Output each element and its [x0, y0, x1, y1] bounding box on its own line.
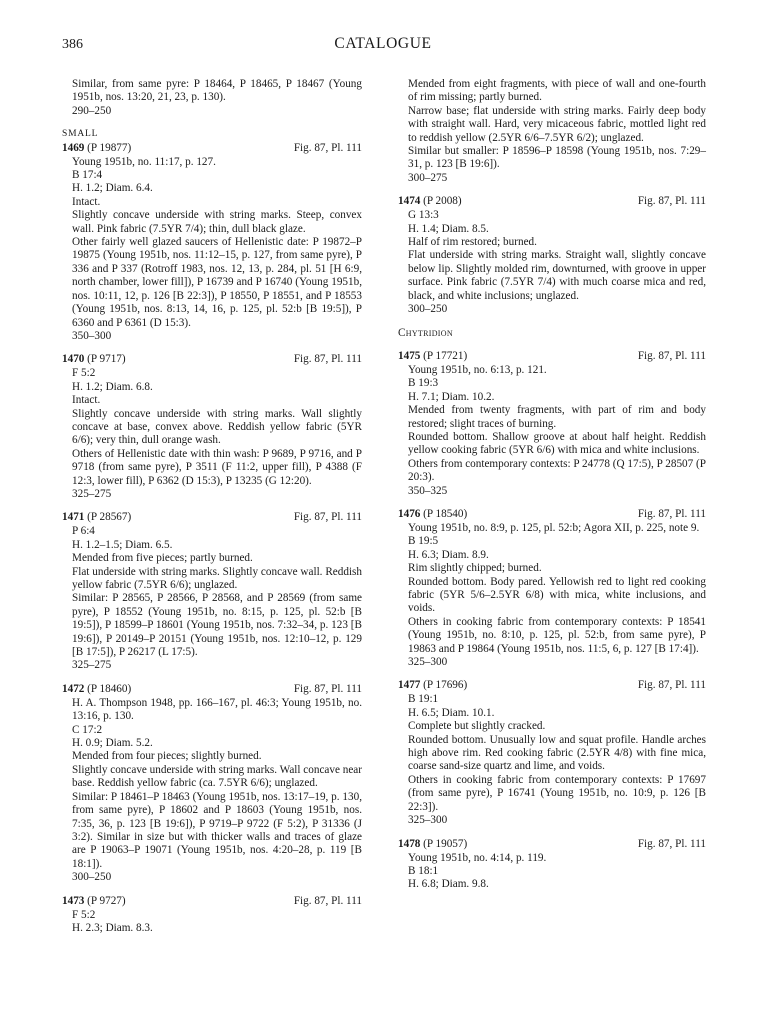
inventory-number: (P 18540) — [423, 507, 468, 520]
entry-line: Mended from five pieces; partly burned. — [72, 552, 253, 565]
entry-line: H. 1.2; Diam. 6.4. — [72, 182, 153, 195]
entry-line: H. 0.9; Diam. 5.2. — [72, 737, 153, 750]
figure-reference: Fig. 87, Pl. 111 — [637, 195, 706, 208]
entry-line: H. A. Thompson 1948, pp. 166–167, pl. 46:3; Young 1951b, no. 13:16, p. 130. — [72, 696, 362, 723]
page-header — [62, 35, 704, 60]
entry-line: C 17:2 — [72, 723, 103, 736]
entry-header — [398, 679, 706, 693]
entry-header — [62, 353, 362, 367]
entry-header — [398, 350, 706, 364]
entry-date: 325–300 — [408, 814, 448, 827]
entry-line: Complete but slightly cracked. — [408, 720, 546, 733]
entry-header — [62, 511, 362, 525]
right-column — [398, 78, 706, 892]
catalogue-entry-1477 — [398, 679, 706, 827]
catalogue-entry-1474 — [398, 195, 706, 316]
entry-number: 1469 — [62, 141, 85, 154]
catalogue-entry-1475 — [398, 350, 706, 498]
section-heading-small: SMALL — [62, 129, 99, 140]
figure-reference: Fig. 87, Pl. 111 — [637, 837, 706, 850]
catalogue-entry-1473 — [62, 895, 362, 936]
entry-line: H. 6.8; Diam. 9.8. — [408, 878, 489, 891]
inventory-number: (P 2008) — [423, 195, 462, 208]
entry-date: 300–250 — [72, 871, 112, 884]
left-column — [62, 78, 362, 935]
entry-line: Young 1951b, no. 11:17, p. 127. — [72, 155, 216, 168]
entry-comparanda: Others of Hellenistic date with thin wash: P 9689, P 9716, and P 9718 (from same pyre), P 3511 (F 11:2, upper fill), P 4388 (F 12:3, lower fill), P 6362 (D 15:3), P 13235 (G 12:20). — [72, 447, 362, 487]
entry-line: H. 6.5; Diam. 10.1. — [408, 706, 495, 719]
catalogue-entry-1470 — [62, 353, 362, 501]
figure-reference: Fig. 87, Pl. 111 — [293, 682, 362, 695]
figure-reference: Fig. 87, Pl. 111 — [637, 679, 706, 692]
entry-header — [62, 683, 362, 697]
inventory-number: (P 9727) — [87, 894, 126, 907]
page-number: 386 — [62, 37, 83, 52]
entry-comparanda: Similar but smaller: P 18596–P 18598 (Young 1951b, nos. 7:29–31, p. 123 [B 19:6]). — [408, 145, 706, 171]
entry-line: H. 1.4; Diam. 8.5. — [408, 222, 489, 235]
entry-line: H. 1.2–1.5; Diam. 6.5. — [72, 538, 173, 551]
entry-description: Rounded bottom. Unusually low and squat profile. Handle arches high above rim. Red cooking fabric (2.5YR 4/8) with fine mica, coarse sand-size quartz and lime, and voids. — [408, 733, 706, 773]
entry-line: H. 7.1; Diam. 10.2. — [408, 390, 495, 403]
entry-line: Intact. — [72, 195, 101, 208]
entry-number: 1477 — [398, 679, 421, 692]
entry-line: H. 6.3; Diam. 8.9. — [408, 548, 489, 561]
intro-similar: Similar, from same pyre: P 18464, P 18465, P 18467 (Young 1951b, nos. 13:20, 21, 23, p. 130). — [72, 78, 362, 104]
entry-date: 325–275 — [72, 487, 112, 500]
section-heading-chytridion: Chytridion — [398, 326, 453, 339]
entry-line: Young 1951b, no. 8:9, p. 125, pl. 52:b; Agora XII, p. 225, note 9. — [408, 521, 700, 534]
entry-comparanda: Others from contemporary contexts: P 24778 (Q 17:5), P 28507 (P 20:3). — [408, 457, 706, 484]
entry-number: 1471 — [62, 511, 85, 524]
entry-date: 300–275 — [408, 171, 448, 184]
inventory-number: (P 17721) — [423, 349, 468, 362]
entry-number: 1478 — [398, 837, 421, 850]
entry-header — [62, 142, 362, 156]
entry-header — [398, 508, 706, 522]
entry-line: B 19:3 — [408, 377, 439, 390]
entry-description: Rounded bottom. Body pared. Yellowish red to light red cooking fabric (5YR 5/6–2.5YR 6/8) with mica, white inclusions, and voids. — [408, 575, 706, 615]
entry-line: B 19:1 — [408, 693, 439, 706]
entry-number: 1473 — [62, 894, 85, 907]
entry-header — [398, 838, 706, 852]
inventory-number: (P 19057) — [423, 837, 468, 850]
catalogue-entry-1471 — [62, 511, 362, 672]
entry-line: B 17:4 — [72, 169, 103, 182]
entry-number: 1472 — [62, 682, 85, 695]
entry-line: Mended from twenty fragments, with part of rim and body restored; slight traces of burning. — [408, 404, 706, 430]
figure-reference: Fig. 87, Pl. 111 — [293, 141, 362, 154]
figure-reference: Fig. 87, Pl. 111 — [637, 349, 706, 362]
entry-comparanda: Similar: P 18461–P 18463 (Young 1951b, nos. 13:17–19, p. 130, from same pyre), P 18602 and P 18603 (Young 1951b, nos. 7:35, 36, p. 123 [B 19:6]), P 9719–P 9722 (F 5:2), P 31336 (J 3:2). Similar in size but with thicker walls and traces of glaze are P 19063–P 19071 (Young 1951b, nos. 4:20–28, p. 119 [B 18:1]). — [72, 790, 362, 870]
inventory-number: (P 17696) — [423, 679, 468, 692]
entry-line: B 19:5 — [408, 535, 439, 548]
figure-reference: Fig. 87, Pl. 111 — [293, 894, 362, 907]
inventory-number: (P 18460) — [87, 682, 132, 695]
inventory-number: (P 19877) — [87, 141, 132, 154]
entry-number: 1475 — [398, 349, 421, 362]
entry-date: 325–275 — [72, 659, 112, 672]
figure-reference: Fig. 87, Pl. 111 — [293, 353, 362, 366]
inventory-number: (P 28567) — [87, 511, 132, 524]
entry-line: Young 1951b, no. 6:13, p. 121. — [408, 363, 547, 376]
entry-line: Mended from four pieces; slightly burned. — [72, 750, 262, 763]
entry-comparanda: Other fairly well glazed saucers of Hellenistic date: P 19872–P 19875 (Young 1951b, nos. 11:12–15, p. 127, from same pyre), P 336 and P 337 (Rotroff 1983, nos. 12, 13, p. 284, pl. 51 [H 6:9, north chamber, lower fill]), P 16739 and P 16740 (Young 1951b, nos. 10:11, 12, p. 126 [B 22:3]), P 18550, P 18551, and P 18553 (Young 1951b, nos. 8:13, 14, 16, p. 125, pl. 52:b [B 19:5]), P 6360 and P 6361 (D 15:3). — [72, 236, 362, 329]
entry-description: Flat underside with string marks. Slightly concave wall. Reddish yellow fabric (7.5YR 6/6); unglazed. — [72, 565, 362, 591]
entry-date: 325–300 — [408, 656, 448, 669]
figure-reference: Fig. 87, Pl. 111 — [293, 511, 362, 524]
entry-line: P 6:4 — [72, 525, 95, 538]
entry-number: 1476 — [398, 507, 421, 520]
entry-date: 300–250 — [408, 303, 448, 316]
catalogue-entry-1472 — [62, 683, 362, 885]
catalogue-entry-1473-continued — [398, 78, 706, 185]
entry-line: Young 1951b, no. 4:14, p. 119. — [408, 851, 547, 864]
entry-line: Intact. — [72, 394, 101, 407]
figure-reference: Fig. 87, Pl. 111 — [637, 507, 706, 520]
entry-number: 1470 — [62, 353, 85, 366]
catalogue-entry-1469 — [62, 142, 362, 344]
entry-description: Slightly concave underside with string marks. Wall slightly concave at base, convex above. Reddish yellow fabric (5YR 6/6); very thin, dull orange wash. — [72, 407, 362, 447]
entry-date: 350–300 — [72, 329, 112, 342]
entry-line: Rim slightly chipped; burned. — [408, 562, 542, 575]
intro-date: 290–250 — [72, 104, 112, 117]
entry-comparanda: Others in cooking fabric from contemporary contexts: P 18541 (Young 1951b, no. 8:10, p. 125, pl. 52:b, from same pyre), P 19863 and P 19864 (Young 1951b, nos. 11:5, 6, p. 127 [B 17:4]). — [408, 615, 706, 655]
entry-comparanda: Similar: P 28565, P 28566, P 28568, and P 28569 (from same pyre), P 18552 (Young 1951b, no. 8:15, p. 125, pl. 52:b [B 19:5]), P 18599–P 18601 (Young 1951b, nos. 7:32–34, p. 123 [B 19:6]), P 20149–P 20151 (Young 1951b, nos. 12:10–12, p. 129 [B 17:5]), P 26217 (L 17:5). — [72, 592, 362, 659]
catalogue-entry-1476 — [398, 508, 706, 669]
entry-line: H. 2.3; Diam. 8.3. — [72, 921, 153, 934]
entry-line: Mended from eight fragments, with piece of wall and one-fourth of rim missing; partly burned. — [408, 78, 706, 104]
entry-description: Slightly concave underside with string marks. Wall concave near base. Reddish yellow fabric (ca. 7.5YR 6/6); unglazed. — [72, 763, 362, 790]
entry-number: 1474 — [398, 195, 421, 208]
catalogue-entry-1478 — [398, 838, 706, 892]
entry-line: F 5:2 — [72, 367, 96, 380]
entry-line: G 13:3 — [408, 209, 439, 222]
entry-date: 350–325 — [408, 484, 448, 497]
entry-line: Half of rim restored; burned. — [408, 236, 537, 249]
entry-description: Rounded bottom. Shallow groove at about half height. Reddish yellow cooking fabric (5YR 6/6) with mica and white inclusions. — [408, 430, 706, 457]
entry-header — [62, 895, 362, 909]
entry-line: H. 1.2; Diam. 6.8. — [72, 380, 153, 393]
entry-line: F 5:2 — [72, 908, 96, 921]
entry-description: Flat underside with string marks. Straight wall, slightly concave below lip. Slightly molded rim, downturned, with groove in upper surface. Pink fabric (7.5YR 7/4) with much coarse mica and red, black, and white inclusions; unglazed. — [408, 249, 706, 302]
running-head: CATALOGUE — [334, 35, 432, 52]
entry-line: B 18:1 — [408, 864, 439, 877]
entry-comparanda: Others in cooking fabric from contemporary contexts: P 17697 (from same pyre), P 16741 (Young 1951b, no. 10:9, p. 126 [B 22:3]). — [408, 773, 706, 813]
inventory-number: (P 9717) — [87, 353, 126, 366]
entry-description: Slightly concave underside with string marks. Steep, convex wall. Pink fabric (7.5YR 7/4); thin, dull black glaze. — [72, 209, 362, 235]
entry-description: Narrow base; flat underside with string marks. Fairly deep body with straight wall. Hard, very micaceous fabric, mottled light red to reddish yellow (2.5YR 6/6–7.5YR 6/2); unglazed. — [408, 104, 706, 144]
entry-header — [398, 195, 706, 209]
